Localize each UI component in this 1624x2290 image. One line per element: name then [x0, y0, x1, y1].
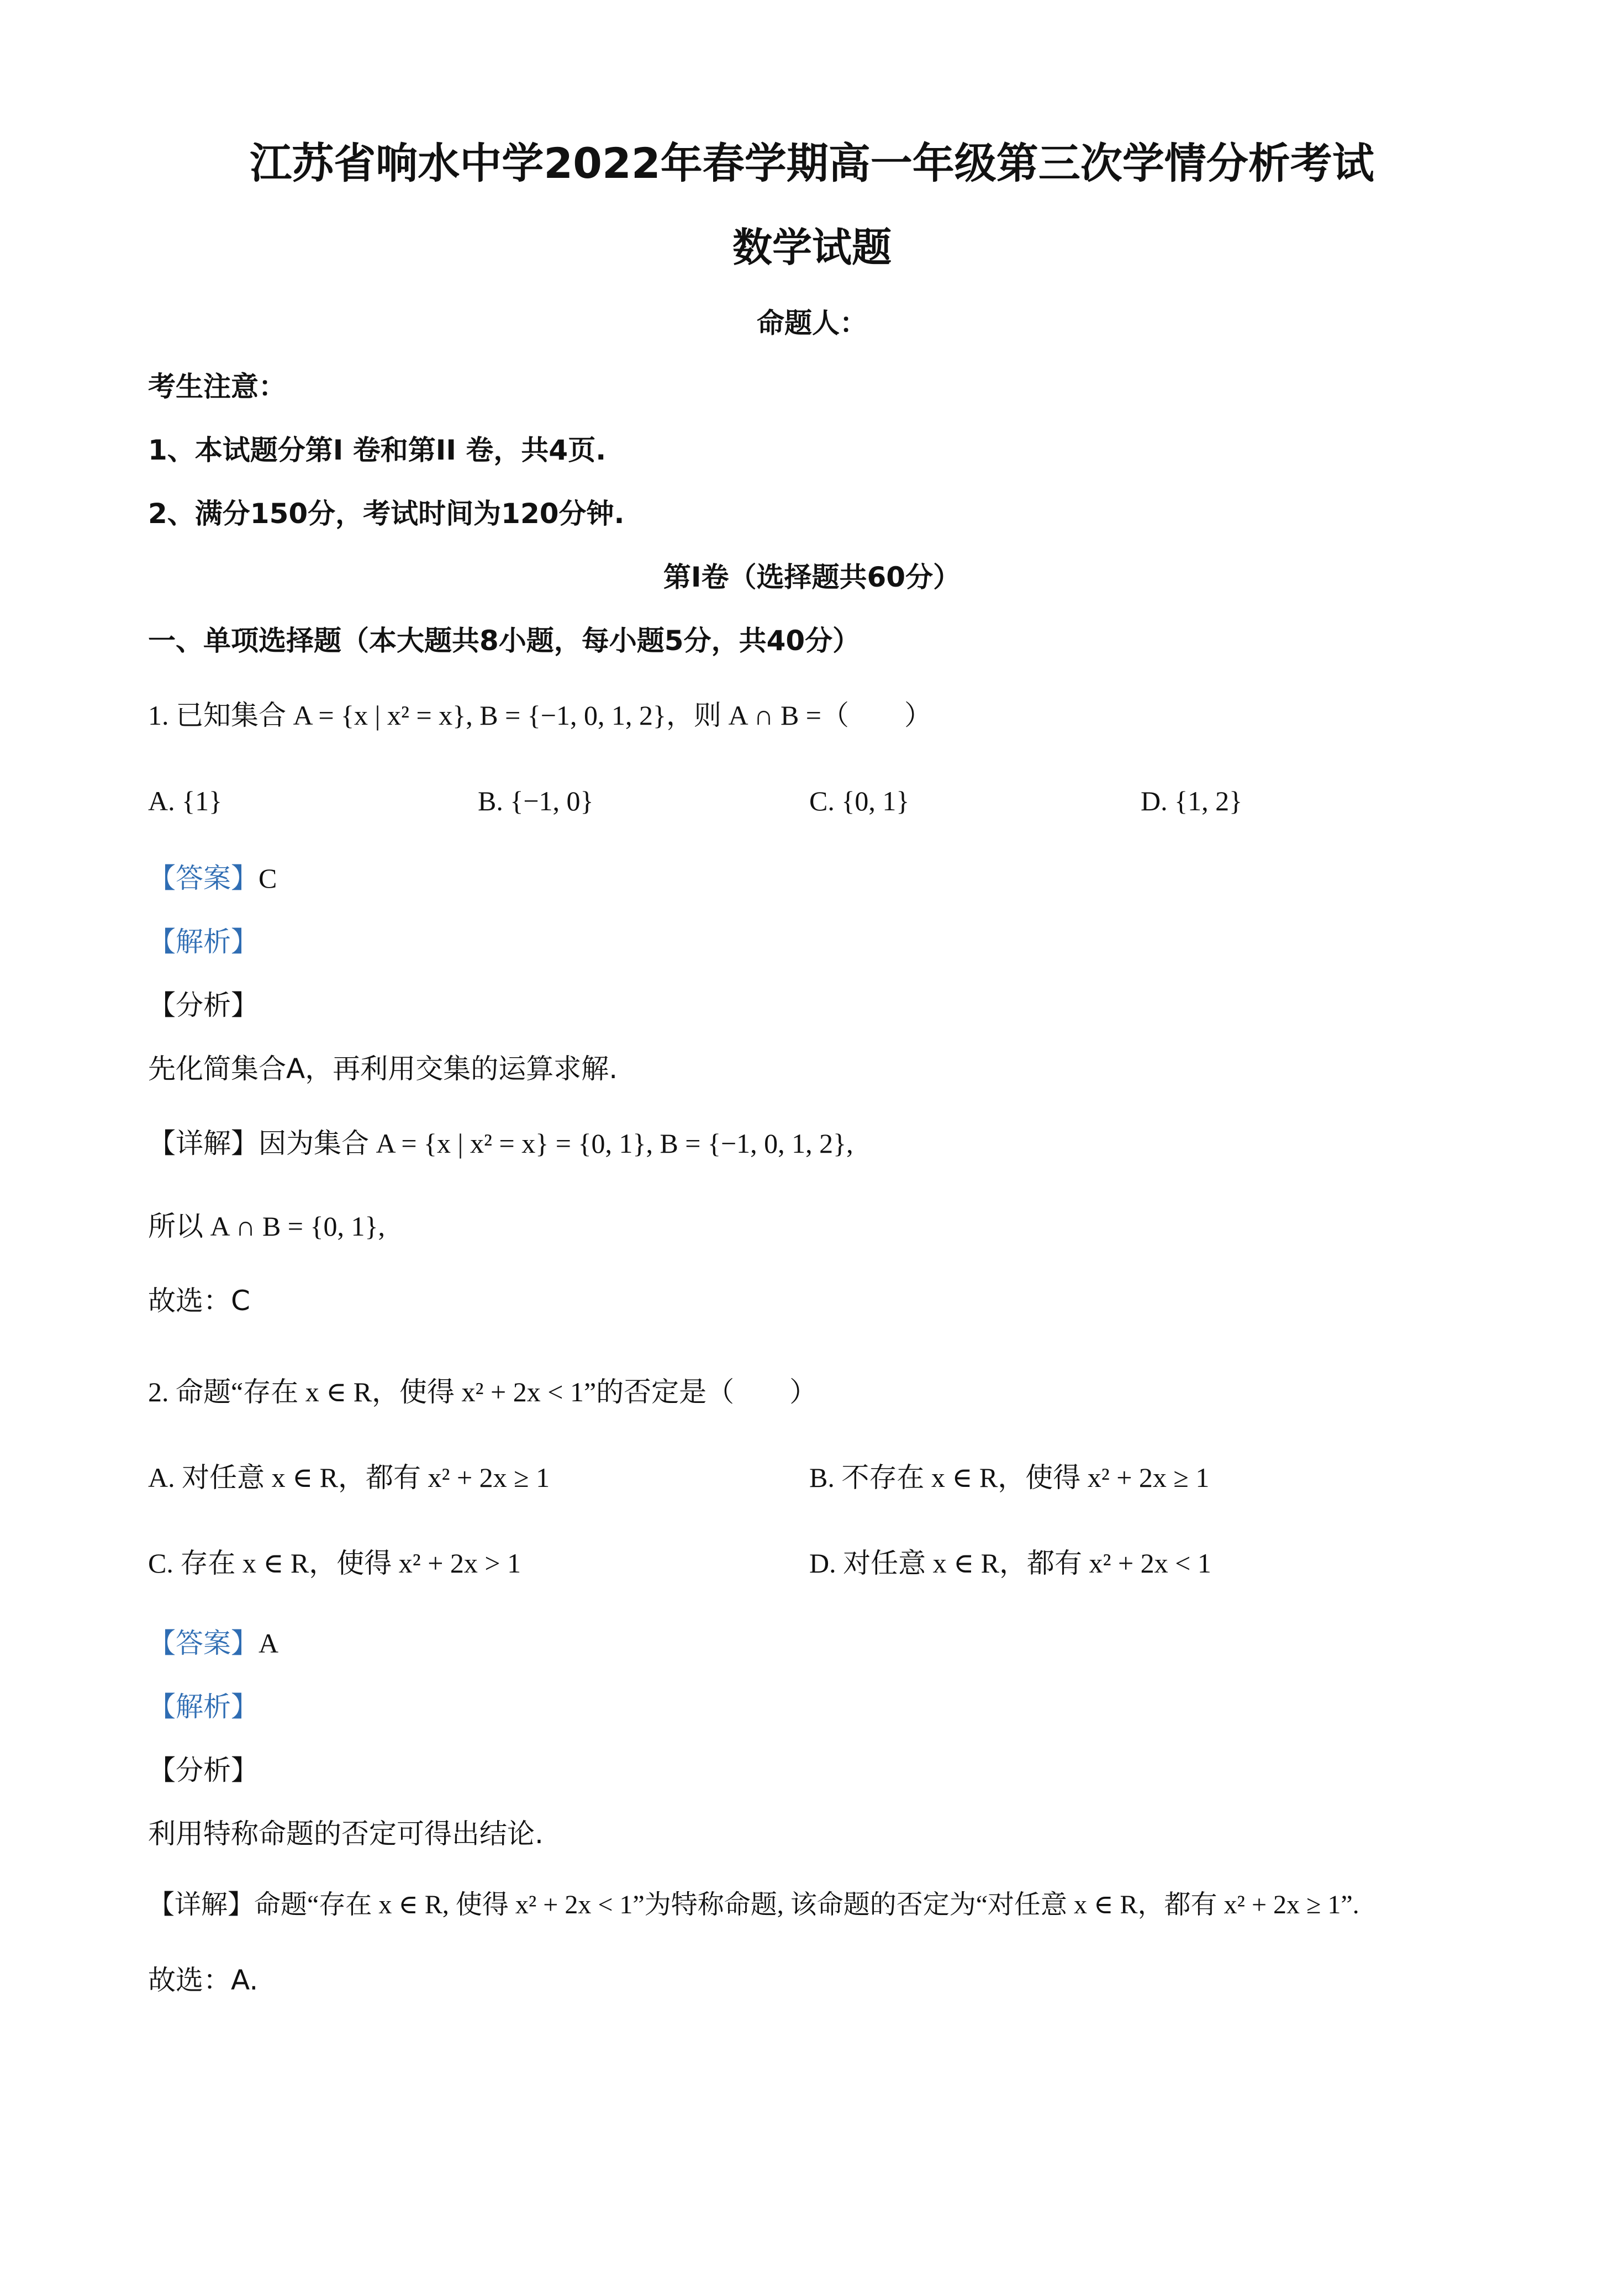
document-title: 江苏省响水中学2022年春学期高一年级第三次学情分析考试: [250, 139, 1374, 188]
q2-option-c: C. 存在 x ∈ R，使得 x² + 2x > 1: [148, 1548, 521, 1579]
q1-option-c: C. {0, 1}: [809, 785, 910, 816]
q2-detail: [148, 1889, 1359, 1921]
q1-option-b: B. {−1, 0}: [478, 785, 594, 816]
q2-answer-tag: 【答案】: [148, 1627, 259, 1659]
q1-answer: [148, 862, 277, 895]
q2-fenxi-tag: 【分析】: [148, 1754, 259, 1786]
q2-stem: 2. 命题“存在 x ∈ R，使得 x² + 2x < 1”的否定是（ ）: [148, 1376, 818, 1407]
q1-answer-tag: 【答案】: [148, 862, 259, 894]
q1-choose: 故选：C: [148, 1285, 250, 1317]
q1-detail-text: 因为集合 A = {x | x² = x} = {0, 1}, B = {−1, 0, 1, 2},: [259, 1128, 853, 1159]
q1-answer-value: C: [259, 863, 277, 894]
document-subtitle: 数学试题: [732, 224, 892, 271]
author-line: 命题人：: [757, 307, 867, 339]
q1-analysis-tag: 【解析】: [148, 926, 259, 958]
q2-answer: [148, 1627, 278, 1660]
q2-option-a: A. 对任意 x ∈ R，都有 x² + 2x ≥ 1: [148, 1462, 550, 1493]
q2-detail-text: 命题“存在 x ∈ R, 使得 x² + 2x < 1”为特称命题, 该命题的否定为“对任意 x ∈ R，都有 x² + 2x ≥ 1”.: [254, 1890, 1359, 1919]
q2-analysis-tag: 【解析】: [148, 1691, 259, 1723]
notice-heading: 考生注意：: [148, 371, 286, 403]
q1-option-a: A. {1}: [148, 785, 223, 816]
q1-detail-line2: 所以 A ∩ B = {0, 1},: [148, 1211, 386, 1242]
q1-detail: [148, 1127, 853, 1160]
q1-fenxi-text: 先化简集合A，再利用交集的运算求解.: [148, 1053, 618, 1085]
q1-option-d: D. {1, 2}: [1141, 785, 1243, 816]
q1-fenxi-tag: 【分析】: [148, 989, 259, 1021]
q2-option-b: B. 不存在 x ∈ R，使得 x² + 2x ≥ 1: [809, 1462, 1210, 1493]
q2-answer-value: A: [259, 1628, 279, 1659]
part-title: 第I卷（选择题共60分）: [663, 561, 961, 593]
notice-item-2: 2、满分150分，考试时间为120分钟.: [148, 498, 625, 530]
notice-item-1: 1、本试题分第I 卷和第II 卷，共4页.: [148, 434, 607, 466]
q2-fenxi-text: 利用特称命题的否定可得出结论.: [148, 1818, 544, 1850]
q2-detail-tag: 【详解】: [148, 1889, 255, 1920]
q1-stem: 1. 已知集合 A = {x | x² = x}, B = {−1, 0, 1, 2}，则 A ∩ B =（ ）: [148, 700, 932, 731]
q1-detail-tag: 【详解】: [148, 1127, 259, 1159]
q2-choose: 故选：A.: [148, 1964, 259, 1996]
section-heading: 一、单项选择题（本大题共8小题，每小题5分，共40分）: [148, 625, 861, 657]
q2-option-d: D. 对任意 x ∈ R，都有 x² + 2x < 1: [809, 1548, 1211, 1579]
